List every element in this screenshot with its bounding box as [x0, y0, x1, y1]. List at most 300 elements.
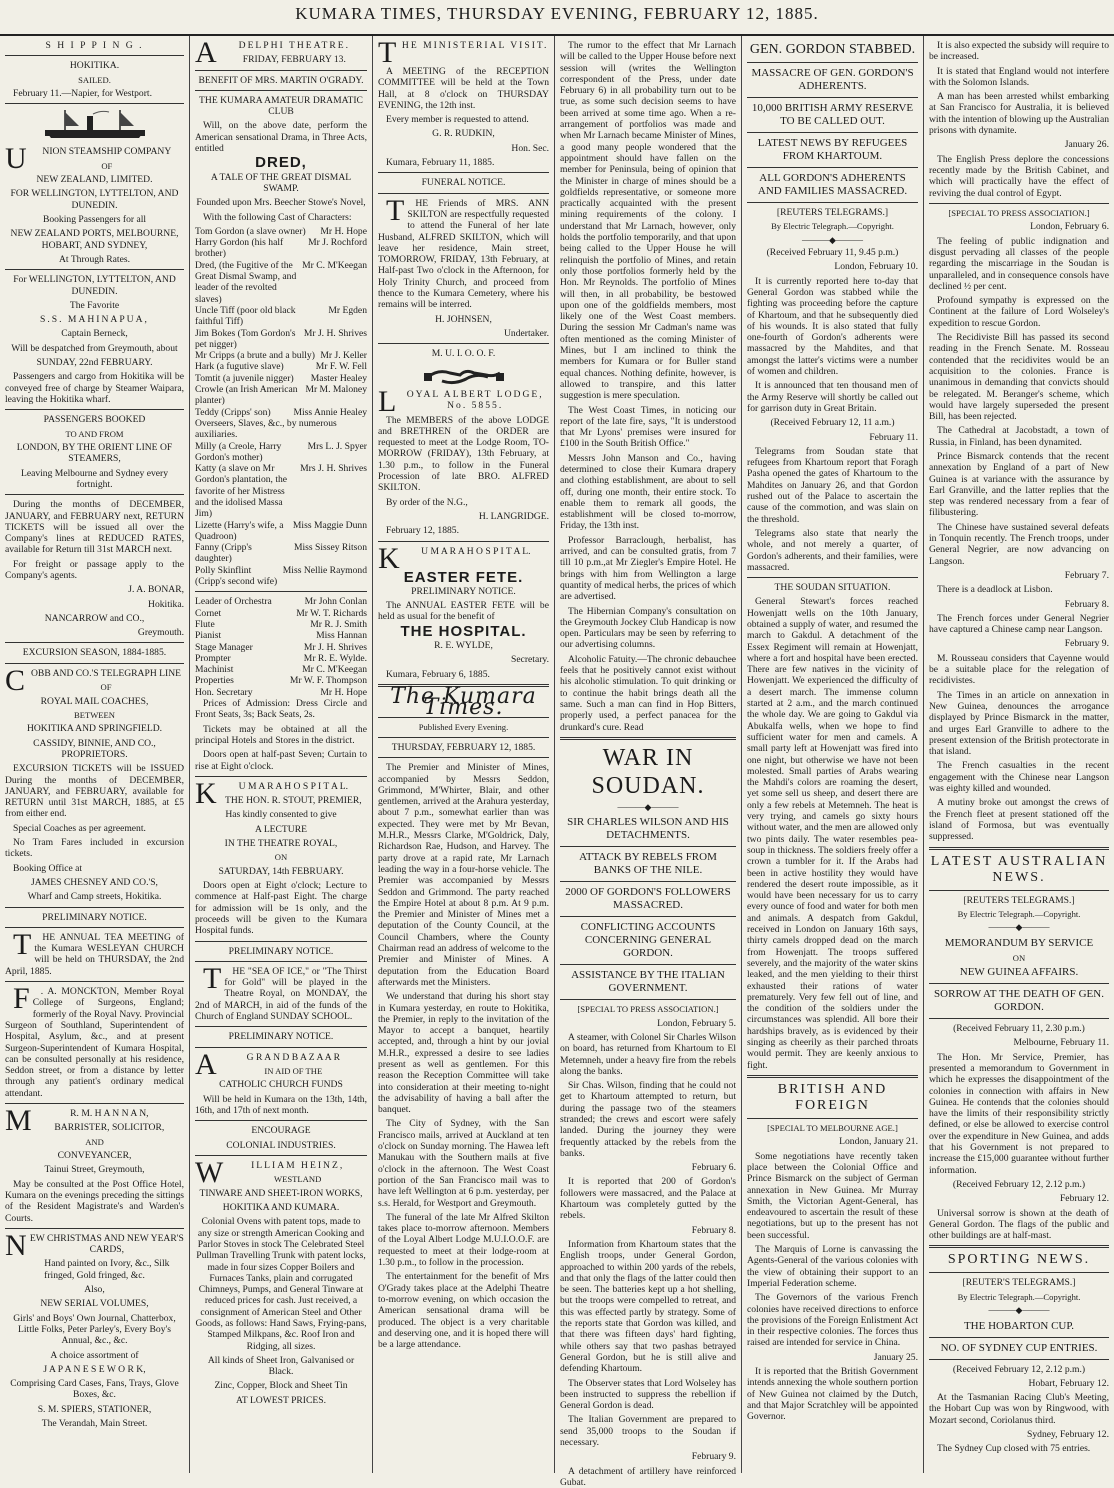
cast-row	[195, 542, 367, 565]
langridge: H. LANGRIDGE.	[478, 510, 549, 522]
news-paragraph: Alcoholic Fatuity.—The chronic debauchee feels that he positively cannot exist without his alcoholic stimulation. To quit drinking or to continue the habit brings death all the same. Such a man can find in Hop Bitters, properly used, a perfect panacea for the drunkard's cure. Read	[560, 653, 736, 733]
crew-row-actor: Mr W. F. Thompson	[289, 675, 367, 687]
published: Published Every Evening.	[418, 722, 509, 733]
news-paragraph: Information from Khartoum states that the English troops, under General Gordon, approached to within 200 yards of the rebels, and that only the flags of the latter could then be seen. The batteries kept up a hot shelling, but the troops were compelled to retreat, and this was effected partly by strategy. Some of the reports state that Gordon was killed, and that there was fifteen days' hard fighting, while others say that two pashas betrayed General Gordon, but he is still alive and defending Khartoum.	[560, 1238, 736, 1375]
news-paragraph: The Cathedral at Jacobstadt, a town of Russia, in Finland, has been dynamited.	[929, 425, 1109, 448]
sporting-heading: SPORTING NEWS.	[947, 1252, 1091, 1268]
japanese-work: J A P A N E S E W O R K,	[43, 1363, 146, 1375]
crew-row	[195, 630, 367, 641]
situation-heading: THE SOUDAN SITUATION.	[774, 582, 891, 594]
between: BETWEEN	[73, 709, 116, 720]
agent-1: J. A. BONAR,	[128, 584, 184, 596]
dropcap: A	[195, 1047, 217, 1081]
every-member: Every member is requested to attend.	[386, 114, 529, 126]
crew-row-role: Properties	[195, 675, 234, 687]
annexation-report: It is reported that the British Government intends annexing the whole southern portion of New Guinea not claimed by the Dutch, and that Major Scratchley will be appointed Governor.	[747, 1366, 918, 1423]
crew-row-role: Cornet	[195, 607, 222, 619]
news-artillery: A detachment of artillery have reinforced Gubat.	[560, 1465, 736, 1488]
reuters-label: [REUTERS TELEGRAMS.]	[963, 894, 1075, 906]
benefit: BENEFIT OF MRS. MARTIN O'GRADY.	[198, 74, 364, 86]
crew-row-actor: Mr R. E. Wylde.	[303, 652, 367, 664]
memo-ng: NEW GUINEA AFFAIRS.	[959, 966, 1079, 979]
kindly: Has kindly consented to give	[225, 809, 337, 821]
memo-on: ON	[1012, 952, 1026, 963]
preliminary-notice-2: PRELIMINARY NOTICE.	[228, 1031, 334, 1043]
adelphi-text: DELPHI THEATRE.	[238, 40, 351, 51]
crew-row-actor: Mr H. Hope	[320, 686, 367, 698]
followers-headline: 2000 OF GORDON'S FOLLOWERS MASSACRED.	[565, 886, 731, 912]
news-paragraph: Telegrams from Soudan state that refugees from Khartoum report that Foragh Pasha opened the gates of Khartoum to the Mahdites on January 26, and that Gordon rushed out of the Palace to ascertain the cause of the commotion, and was slain on the threshold.	[747, 445, 918, 525]
clasped-hands-icon	[424, 363, 504, 387]
wylde: R. E. WYLDE,	[434, 639, 493, 651]
proprietors: CASSIDY, BINNIE, AND CO., PROPRIETORS.	[33, 737, 156, 760]
hannan-and: AND	[85, 1136, 104, 1147]
cast-row-actor: Mr M. Maloney	[305, 384, 367, 396]
kumara-hospital-title	[378, 541, 549, 575]
dateline-jan-25: January 25.	[873, 1351, 918, 1363]
sailing-date: SUNDAY, 22nd FEBRUARY.	[36, 357, 153, 369]
news-body	[560, 40, 736, 733]
cast-row	[195, 463, 367, 519]
choice: A choice assortment of	[50, 1349, 139, 1361]
lisbon: There is a deadlock at Lisbon.	[937, 584, 1053, 596]
crew-row-actor: Mr J. H. Shrives	[303, 641, 367, 653]
saturday: SATURDAY, 14th FEBRUARY.	[218, 865, 344, 877]
situation-body: General Stewart's forces reached Howenjatt wells on the 10th January, obtained a supply of water, and resumed the march to Gakdul. A detachment of the Essex Regiment will remain at Howenjatt, where a fort and hospital have been erected. There are few natives in the vicinity of Howenjatt. We experienced the difficulty of a desert march. The immense column started at 2 a.m., and the march continued the whole day. We are going to Gakdul via Abukalfa wells, when we hope to find sufficient water for men and camels. A small party left at Howenjatt was fired into one night, but otherwise we have not been molested. Small parties of Arabs wearing the Mahdi's colors are roaming the desert, yet some sell us sheep, and desert there are only a few rebels at Metemneh. The heat is very trying, and camels go sixty hours without water, and the men are allowed only two pints daily. The water resembles pea-soup in thickness. The soldiers freely offer a crown a tumbler for it. If the Arabs had been in active hostility they would have rendered the desert route impossible, as it would have been necessary for us to carry every ounce of food and water for both men and animals. A despatch from Gakdul, received in London on January 16th says, thirty camels dropped dead on the march from Howenjatt. The troops suffered severely, and the majority of the water skins leaked, and the men yielding to their thirst exhausted their rations of water prematurely. Very few fell out of line, and the condition of the soldiers under the circumstances was splendid. All bore their hardships bravely, as is evidenced by their singing as cheerily as their parched throats would permit. They are keenly anxious to fight.	[747, 596, 918, 1071]
despatched: Will be despatched from Greymouth, about	[11, 342, 178, 354]
secretary: Secretary.	[511, 654, 549, 666]
cast-row-actor: Mr J. Keller	[320, 350, 367, 362]
preliminary-notice: PRELIMINARY NOTICE.	[228, 945, 334, 957]
crew-row	[195, 619, 367, 630]
preliminary-notice: PRELIMINARY NOTICE.	[42, 911, 147, 923]
funeral-text: HE Friends of MRS. ANN SKILTON are respectfully requested to attend the Funeral of her late Husband, ALFRED SKILTON, which will leave her residence, Main street, TOMORROW, FRIDAY, 13th February, at Half-past Two o'clock in the Afternoon, for Holy Trinity Church, and proceed from thence to the Kumara Cemetery, where his remains will be interred.	[378, 197, 549, 311]
preliminary-notice: PRELIMINARY NOTICE.	[411, 585, 516, 597]
rudkin: G. R. RUDKIN,	[432, 128, 495, 140]
news-paragraph: M. Rousseau considers that Cayenne would be a suitable place for the relegation of recidivistes.	[929, 652, 1109, 687]
cast-row	[195, 373, 367, 384]
xmas-text: EW CHRISTMAS AND NEW YEAR'S CARDS,	[29, 1232, 184, 1256]
cast-row	[195, 565, 367, 588]
cast-row-role: Jim Bokes (Tom Gordon's pet nigger)	[195, 327, 296, 350]
dateline-jan-21: London, January 21.	[839, 1136, 918, 1148]
bazaar-body: Will be held in Kumara on the 13th, 14th, 16th, and 17th of next month.	[195, 1093, 367, 1117]
rudkin-title: Hon. Sec.	[511, 142, 549, 154]
editorial-paragraph: The City of Sydney, with the San Francisco mails, arrived at Auckland at ten o'clock on Sunday morning. The Hawea left Manukau with the Southern mails at five o'clock in the afternoon. The West Coast portion of the San Francisco mail was to have left Wellington at 6 p.m. yesterday, per s.s. Herald, for Westport and Greymouth.	[378, 1118, 549, 1209]
stabbed-headline: GEN. GORDON STABBED.	[749, 42, 916, 57]
crew-row	[195, 653, 367, 664]
excursion-tickets: EXCURSION TICKETS will be ISSUED During the months of DECEMBER, JANUARY, and FEBRUARY, available for RETURN until 31st MARCH, 1885, at £5 from either end.	[5, 763, 184, 820]
sailed-line: February 11.—Napier, for Westport.	[13, 88, 152, 100]
cast-row	[195, 260, 367, 305]
newspaper-title: The Kumara Times.	[390, 683, 537, 721]
founded-on: Founded upon Mrs. Beecher Stowe's Novel,	[196, 197, 366, 209]
on-label: ON	[274, 852, 288, 863]
london-body	[929, 236, 1109, 567]
shipping-heading: S H I P P I N G .	[45, 40, 144, 51]
column-1	[0, 36, 190, 1473]
divider-ornament: ———◆———	[802, 234, 863, 245]
freight-note: For freight or passage apply to the Company's agents.	[5, 558, 184, 581]
crew-row	[195, 608, 367, 619]
stabbed-body	[747, 276, 918, 415]
cast-row	[195, 384, 367, 407]
lecture: A LECTURE	[255, 823, 307, 835]
agent-1-place: Hokitika.	[148, 598, 184, 610]
ministerial-visit	[378, 36, 549, 69]
reception-meeting: A MEETING of the RECEPTION COMMITTEE will be held at the Town Hall, at 8 o'clock on THURSDAY EVENING, the 12th inst.	[378, 66, 549, 111]
column-5	[742, 36, 924, 1473]
sydney-cup-heading: NO. OF SYDNEY CUP ENTRIES.	[940, 1341, 1098, 1354]
by-order: By order of the N.G.,	[386, 496, 468, 508]
sorrow-heading: SORROW AT THE DEATH OF GEN. GORDON.	[934, 988, 1104, 1014]
kumara-hospital-text: U M A R A H O S P I T A L.	[421, 545, 531, 557]
cast-row-role: Uncle Tiff (poor old black faithful Tiff)	[195, 304, 296, 328]
sailed-label: SAILED.	[78, 74, 111, 85]
cast-row-actor: Mr H. Hope	[320, 225, 367, 237]
dateline-feb-8: February 8.	[691, 1224, 736, 1236]
news-paragraph: The Times in an article on annexation in New Guinea, denounces the arrogance displayed by Prince Bismarck in the matter, and urges Earl Granville to adhere to the present extension of the British protectorate in that island.	[929, 689, 1109, 758]
dateline-feb-8: February 8.	[1064, 598, 1109, 610]
news-followers: It is reported that 200 of Gordon's followers were massacred, and the Palace at Khartoum was completely gutted by the rebels.	[560, 1176, 736, 1222]
copyright-label: By Electric Telegraph.—Copyright.	[771, 221, 894, 232]
news-paragraph: A mutiny broke out amongst the crews of the French fleet at present stationed off the island of Formosa, but was eventually suppressed.	[929, 797, 1109, 843]
column-3	[373, 36, 555, 1473]
dateline-jan-26: January 26.	[1064, 139, 1109, 151]
dropcap: K	[378, 541, 400, 575]
comprising: Comprising Card Cases, Fans, Trays, Glove Boxes, &c.	[10, 1378, 179, 1401]
received-1: (Received February 11, 2.30 p.m.)	[953, 1023, 1085, 1035]
for-wellington: FOR WELLINGTON, LYTTELTON, AND DUNEDIN.	[10, 188, 179, 211]
usco-of: OF	[101, 160, 113, 171]
cast-row	[195, 226, 367, 237]
cast-row	[195, 237, 367, 260]
passengers-note: Passengers and cargo from Hokitika will be conveyed free of charge by Steamer Waipara, leaving the Hokitika wharf.	[5, 371, 184, 405]
crew-row-actor: Mr W. T. Richards	[296, 607, 367, 619]
crew-row-actor: Mr C. M'Keegan	[302, 664, 367, 676]
crew-row	[195, 675, 367, 686]
dateline-feb-6: February 6.	[691, 1162, 736, 1174]
heinz-items: Colonial Ovens with patent tops, made to any size or strength American Cooking and Parlor Stoves in stock The Celebrated Steel Pullman Travelling Trunk with patent locks, made in four sizes Copper Boilers and Furnaces Tanks, plain and corrugated Chimneys, Pumps, and General Tinware at reduced prices for cash. Just received, a consignment of American Steel and Other Goods, as follows: Hand Saws, Frying-pans, Stamped Milkpans, &c. Roof Iron and Ridging, all sizes.	[195, 1216, 367, 1352]
copyright-label-2: By Electric Telegraph.—Copyright.	[957, 1291, 1081, 1302]
doors-lecture: Doors open at Eight o'clock; Lecture to commence at Half-past Eight. The charge for admission will be 1s only, and the proceeds will be given to the Kumara Hospital funds.	[195, 880, 367, 937]
special-coaches: Special Coaches as per agreement.	[13, 822, 146, 834]
cast-row-actor: Miss Sissey Ritson	[293, 542, 367, 554]
rudkin-date: Kumara, February 11, 1885.	[386, 157, 495, 169]
easter-fete: EASTER FETE.	[403, 568, 524, 586]
kumara-hospital-text: U M A R A H O S P I T A L.	[238, 780, 349, 792]
nz-ports: NEW ZEALAND PORTS, MELBOURNE, HOBART, AND SYDNEY,	[10, 228, 179, 251]
editorial-paragraph: The Premier and Minister of Mines, accompanied by Messrs Seddon, Grimmond, M'Whirter, Blair, and other gentlemen, arrived at the Arahura yesterday, about 7 p.m., somewhat earlier than was expected. They were met by Mr Bevan, M.H.R., Messrs Clarke, M'Goldrick, Daly, Richardson Rae, Hudson, and Harvey. The party drove at a rapid rate, Mr Larnach leading the way in a four-horse vehicle. The Premier was accompanied by Messrs Seddon and Grimmond. The party reached the Empire Hotel at about 8 p.m. At 9 p.m. the Premier and Minister of Mines met a deputation of the County Council, at the Council Chambers, where the County Chairman read an address of welcome to the Premier and Minister of Mines. A deputation from the Education Board afterwards met the Ministers.	[378, 762, 549, 988]
news-paragraph: Prince Bismarck contends that the recent annexation by England of a part of New Guinea is at variance with the assurance by Earl Granville, and the latter replies that the step was rendered necessary from a fear of filibustering.	[929, 451, 1109, 519]
attack-headline: ATTACK BY REBELS FROM BANKS OF THE NILE.	[579, 851, 717, 877]
sea-of-ice	[195, 961, 367, 1023]
received-3: (Received February 12, 2.12 p.m.)	[952, 1363, 1086, 1375]
orient-leaving: Leaving Melbourne and Sydney every fortnight.	[20, 467, 169, 490]
dateline-feb-11: February 11.	[869, 431, 918, 443]
universal-sorrow: Universal sorrow is shown at the death of General Gordon. The flags of the public and other buildings are at half-mast.	[929, 1207, 1109, 1242]
crew-row-role: Prompter	[195, 652, 231, 664]
crew-row-role: Flute	[195, 618, 215, 630]
news-paragraph: The Chinese have sustained several defeats in Tonquin recently. The French troops, under General Negrier, are now advancing on Langson.	[929, 521, 1109, 567]
cast-row-actor: Mr J. Rochford	[308, 237, 367, 249]
stout: THE HON. R. STOUT, PREMIER,	[225, 795, 362, 807]
column-6	[924, 36, 1114, 1473]
lodge-date: February 12, 1885.	[386, 525, 460, 537]
cast-row	[195, 305, 367, 328]
catholic: CATHOLIC CHURCH FUNDS	[219, 1079, 343, 1091]
telegrams-body	[747, 446, 918, 573]
dropcap: C	[5, 663, 26, 697]
dateline-feb-7: February 7.	[1064, 569, 1109, 581]
crew-row-role: Leader of Orchestra	[195, 596, 272, 608]
news-paragraph: It is stated that England would not interfere with the Solomon Islands.	[929, 65, 1109, 88]
dropcap: A	[195, 36, 219, 69]
dropcap: T	[378, 36, 399, 69]
dateline-london-6: London, February 6.	[1030, 221, 1109, 233]
cast-row-role: Overseers, Slaves, &c., by numerous auxiliaries.	[195, 417, 337, 441]
hannan-sub: BARRISTER, SOLICITOR,	[54, 1122, 165, 1134]
encourage: ENCOURAGE	[251, 1125, 311, 1137]
lowest-prices: AT LOWEST PRICES.	[236, 1394, 326, 1406]
news-paragraph: The French casualties in the recent engagement with the Chinese near Langson was eighty killed and wounded.	[929, 760, 1109, 795]
conflicting-headline: CONFLICTING ACCOUNTS CONCERNING GENERAL GORDON.	[580, 921, 716, 960]
chesney: JAMES CHESNEY AND CO.'S,	[31, 876, 158, 888]
crew-row-actor: Mr John Conlan	[304, 596, 367, 608]
cast-row-role: Katty (a slave on Mr Gordon's plantation, the favorite of her Mistress and the idolised Massa Jim)	[195, 463, 288, 520]
cast-row-actor: Mrs L. J. Spyer	[307, 440, 367, 452]
agent-2-place: Greymouth.	[137, 627, 184, 639]
cast-row-actor: Mr J. H. Shrives	[303, 327, 367, 339]
wylde-date: Kumara, February 6, 1885.	[386, 668, 490, 680]
cast-row	[195, 418, 367, 441]
cast-row	[195, 328, 367, 351]
agent-2: NANCARROW and CO.,	[44, 612, 145, 624]
hannan-body: May be consulted at the Post Office Hotel, Kumara on the evenings preceding the sittings of the Resident Magistrate's and Warden's Courts.	[5, 1178, 184, 1224]
news-paragraph: Some negotiations have recently taken place between the Colonial Office and Prince Bismarck on the subject of German annexation in New Guinea. Mr Murray Smith, the Victorian Agent-General, has endeavoured to ascertain the result of these negotiations, but up to the present has not been successful.	[747, 1150, 918, 1241]
editorial-paragraph: The funeral of the late Mr Alfred Skilton takes place to-morrow afternoon. Members of the Loyal Albert Lodge M.U.I.O.O.F. are requested to meet at their lodge-room at 1.30 p.m., to follow in the procession.	[378, 1211, 549, 1269]
bazaar-text: G R A N D B A Z A A R	[246, 1051, 340, 1063]
bazaar-aid: IN AID OF THE	[264, 1065, 323, 1076]
dropcap: F	[13, 982, 30, 1016]
news-items	[560, 1032, 736, 1159]
tea-text: HE ANNUAL TEA MEETING of the Kumara WESLEYAN CHURCH will be held on THURSDAY, the 2nd April, 1885.	[5, 931, 184, 977]
crew-row	[195, 664, 367, 675]
dropcap: T	[203, 961, 222, 995]
usco-name: NION STEAMSHIP COMPANY	[42, 146, 172, 158]
serial: NEW SERIAL VOLUMES,	[40, 1298, 149, 1310]
memo-heading: MEMORANDUM BY SERVICE	[944, 936, 1094, 949]
cast-row-actor: Miss Nellie Raymond	[282, 564, 367, 576]
cast-row-actor: Mr F. W. Fell	[315, 361, 367, 373]
will-perform: Will, on the above date, perform the American sensational Drama, in Three Acts, entitled	[195, 120, 367, 155]
favorite: The Favorite	[69, 299, 120, 311]
reserve-headline: 10,000 BRITISH ARMY RESERVE TO BE CALLED OUT.	[751, 102, 914, 127]
also: Also,	[84, 1284, 105, 1296]
dateline-london-5: London, February 5.	[657, 1017, 736, 1029]
sea-text: HE "SEA OF ICE," or "The Thirst for Gold" will be played in the Theatre Royal, on MONDAY, the 2nd of MARCH, in aid of the funds of the Church of England SUNDAY SCHOOL.	[195, 965, 367, 1023]
steamship-icon	[35, 108, 155, 142]
foreign-cont	[929, 40, 1109, 136]
booking-office: Booking Office at	[13, 862, 83, 874]
news-paragraph: The Italian Government are prepared to send 35,000 troops to the Soudan if necessary.	[560, 1414, 736, 1448]
feb9-body	[929, 653, 1109, 843]
cast-row-role: Milly (a Creole, Harry Gordon's mother)	[195, 440, 282, 463]
foreign-body	[747, 1151, 918, 1349]
spiers: S. M. SPIERS, STATIONER,	[37, 1403, 152, 1415]
hobarton-heading: THE HOBARTON CUP.	[963, 1319, 1075, 1332]
cast-row-role: Teddy (Cripps' son)	[195, 406, 271, 418]
divider-ornament: ———◆———	[988, 1305, 1050, 1316]
wilson-headline: SIR CHARLES WILSON AND HIS DETACHMENTS.	[567, 816, 729, 842]
divider-ornament: ———◆———	[617, 801, 679, 812]
cast-row-actor: Master Healey	[310, 372, 367, 384]
hobart-cup-result: At the Tasmanian Racing Club's Meeting, the Hobart Cup was won by Ringwood, with Mozart second, Coriolanus third.	[929, 1392, 1109, 1426]
massacre-headline: MASSACRE OF GEN. GORDON'S ADHERENTS.	[751, 67, 914, 92]
special-melbourne: [SPECIAL TO MELBOURNE AGE.]	[767, 1122, 898, 1133]
editorial-body	[378, 762, 549, 1350]
friday-date: FRIDAY, FEBRUARY 13.	[242, 54, 346, 66]
prices: Prices of Admission: Dress Circle and Front Seats, 3s; Back Seats, 2s.	[195, 698, 367, 721]
no-tram: No Tram Fares included in excursion tickets.	[5, 837, 184, 860]
verandah: The Verandah, Main Street.	[41, 1418, 148, 1430]
news-paragraph: Sir Chas. Wilson, finding that he could not get to Khartoum attempted to return, but during the passage two of the steamers stranded; the crews and escort were safely landed. During the journey they were frequently attacked by the rebels from the banks.	[560, 1080, 736, 1159]
tickets: Tickets may be obtained at all the principal Hotels and Stores in the district.	[195, 723, 367, 746]
dropcap: N	[5, 1228, 27, 1262]
assistance-headline: ASSISTANCE BY THE ITALIAN GOVERNMENT.	[571, 969, 725, 995]
tainui: Tainui Street, Greymouth,	[44, 1164, 145, 1176]
cast-row	[195, 441, 367, 464]
cast-row	[195, 520, 367, 543]
visit-text: HE MINISTERIAL VISIT.	[401, 40, 549, 51]
editorial-paragraph: We understand that during his short stay in Kumara yesterday, en route to Hokitika, the Premier, in reply to the invitation of the Mayor to accept a banquet, heartily accepted, and, through a hint by our jovial M.H.R., expressed a desire to see ladies present as well as gentlemen. For this reason the Reception Committee will take into consideration at their meeting to-night the advisability of having a ball after the banquet.	[378, 991, 549, 1116]
through-rates: At Through Rates.	[59, 253, 130, 265]
lodge-text: OYAL ALBERT LODGE, No. 5855.	[406, 388, 544, 411]
orient-line: LONDON, BY THE ORIENT LINE OF STEAMERS,	[16, 442, 173, 465]
all-gordon-headline: ALL GORDON'S ADHERENTS AND FAMILIES MASSACRED.	[757, 172, 908, 197]
crew-row	[195, 642, 367, 653]
received-2: (Received February 12, 2.12 p.m.)	[952, 1178, 1086, 1190]
booking-line: Booking Passengers for all	[42, 214, 147, 226]
xmas-title	[5, 1228, 184, 1262]
cobb-name: OBB AND CO.'S TELEGRAPH LINE	[31, 667, 181, 679]
news-paragraph: Profound sympathy is expressed on the Continent at the failure of Lord Wolseley's expedition to rescue Gordon.	[929, 295, 1109, 329]
cast-row	[195, 361, 367, 372]
cast-row	[195, 407, 367, 418]
sydney-cup-entries: The Sydney Cup closed with 75 entries.	[937, 1443, 1091, 1455]
special-press: [SPECIAL TO PRESS ASSOCIATION.]	[948, 207, 1090, 218]
johnsen: H. JOHNSEN,	[435, 313, 492, 325]
news-paragraph: It is announced that ten thousand men of the Army Reserve will shortly be called out for garrison duty in Great Britain.	[747, 380, 918, 414]
cast-row-actor: Mr Egden	[328, 304, 367, 316]
crew-row	[195, 596, 367, 607]
dual-control: The English Press deplore the concessions recently made by the British Cabinet, and which will practically have the effect of reviving the dual control of Egypt.	[929, 153, 1109, 199]
latest-australian-heading: LATEST AUSTRALIAN NEWS.	[930, 853, 1108, 885]
sheet-iron: All kinds of Sheet Iron, Galvanised or Black.	[207, 1354, 355, 1378]
dropcap: T	[13, 927, 32, 961]
received-2: (Received February 12, 11 a.m.)	[770, 417, 895, 429]
special-press: [SPECIAL TO PRESS ASSOCIATION.]	[577, 1004, 719, 1015]
cast-row-role: Mr Cripps (a brute and a bully)	[195, 350, 315, 362]
theatre-royal: IN THE THEATRE ROYAL,	[224, 838, 338, 849]
ship-name: S.S. MAHINAPUA,	[40, 314, 149, 326]
lodge-body: The MEMBERS of the above LODGE and BRETHREN of the ORDER are requested to meet at the Lodge Room, TO-MORROW (FRIDAY), 13th February, at 1.30 p.m., to follow in the Funeral Procession of late BRO. ALFRED SKILTON.	[378, 414, 549, 494]
cobb-of: OF	[100, 682, 112, 693]
dropcap: U	[5, 142, 27, 176]
dropcap: K	[195, 776, 217, 810]
monckton-ad	[5, 982, 184, 1099]
cast-intro: With the following Cast of Characters:	[203, 211, 352, 223]
girls-boys: Girls' and Boys' Own Journal, Chatterbox, Little Folks, Peter Parley's, Every Boy's Annual, &c., &c.	[13, 1312, 176, 1347]
copyright-label: By Electric Telegraph.—Copyright.	[957, 908, 1081, 919]
news-paragraph: The Recidiviste Bill has passed its second reading in the French Senate. M. Rosseau contended that the recidivites would be an acquisition to the colonies. France is unanimous in demanding that convicts should be relegated. M. Beranger's scheme, which would have largely superseded the present Bill, has been rejected.	[929, 332, 1109, 423]
news-paragraph: It is currently reported here to-day that General Gordon was stabbed while the fighting was proceeding before the capture of Khartoum, and that he subsequently died of his wounds. It is also stated that fully one-fourth of Gordon's adherents were massacred by the Mahdites, and that amongst the latter's victims were a number of women and children.	[747, 275, 918, 378]
passengers-booked: PASSENGERS BOOKED	[43, 414, 146, 426]
news-paragraph: The West Coast Times, in noticing our report of the late fire, says, "It is understood that Mr Lyons' premises were insured for £100 in the South British Office."	[560, 404, 736, 450]
crew-row-role: Stage Manager	[195, 641, 253, 653]
hannan-conv: CONVEYANCER,	[57, 1150, 132, 1162]
cast-row-role: Lizette (Harry's wife, a Quadroon)	[195, 519, 284, 542]
dropcap: W	[195, 1155, 226, 1189]
muioof: M. U. I. O. O. F.	[431, 348, 496, 360]
funeral-body	[378, 193, 549, 311]
cast-row-role: Polly Skinflint (Cripp's second wife)	[195, 564, 278, 588]
crew-row-actor: Mr R. J. Smith	[310, 618, 367, 630]
monckton-text: . A. MONCKTON, Member Royal College of Surgeons, England; formerly of the Royal Navy. Provincial Surgeon of Southland, Superintendent of Hospital, Asylum, &c., and at present Surgeon-Superintendent of Kumara Hospital, can be consulted personally at his residence, Seddon street, or from a distance by letter through any patient's ordinary medical attendant.	[5, 986, 184, 1099]
undertaker: Undertaker.	[503, 327, 549, 339]
crew-row-actor: Miss Hannan	[316, 630, 367, 642]
crew-row-role: Hon. Secretary	[195, 686, 253, 698]
news-paragraph: The Governors of the various French colonies have received directions to enforce the provisions of the Foreign Enlistment Act in their respective colonies. The forces thus raised are intended for service in China.	[747, 1292, 918, 1349]
divider-ornament: ———◆———	[988, 922, 1050, 933]
cast-list	[195, 226, 367, 588]
news-paragraph: The Marquis of Lorne is canvassing the Agents-General of the various colonies with the view of obtaining their support to an Imperial Federation scheme.	[747, 1244, 918, 1289]
received-1: (Received February 11, 9.45 p.m.)	[766, 247, 899, 259]
cast-row-actor: Mrs J. H. Shrives	[300, 463, 367, 475]
news-paragraph: It is also expected the subsidy will require to be increased.	[929, 40, 1109, 63]
usco-sub: NEW ZEALAND, LIMITED.	[36, 174, 153, 186]
dred-title: DRED,	[255, 154, 307, 172]
news-paragraph: Messrs John Manson and Co., having determined to close their Kumara drapery and clothing establishment, are about to sell off, during one month, their entire stock. To enable them to remark all goods, the establishment will be closed to-morrow, Friday, the 13th inst.	[560, 452, 736, 532]
cast-row-role: Fanny (Cripp's daughter)	[195, 542, 252, 565]
cast-row-role: Dred, (the Fugitive of the Great Dismal Swamp, and leader of the revolted slaves)	[195, 259, 297, 305]
annual-fete: The ANNUAL EASTER FETE will be held as usual for the benefit of	[378, 600, 549, 623]
dateline-feb-12: February 12.	[1059, 1193, 1109, 1205]
news-paragraph: A man has been arrested whilst embarking at San Francisco for Australia, it is believed with the intention of blowing up the Australian prisons with dynamite.	[929, 91, 1109, 137]
langson: The French forces under General Negrier have captured a Chinese camp near Langson.	[929, 612, 1109, 636]
colonial: COLONIAL INDUSTRIES.	[226, 1139, 336, 1151]
british-foreign-heading: BRITISH AND FOREIGN	[777, 1081, 888, 1113]
hok-kum: HOKITIKA AND KUMARA.	[222, 1202, 340, 1214]
heinz-text: ILLIAM HEINZ,	[251, 1159, 345, 1171]
crew-row-role: Machinist	[195, 664, 234, 676]
cast-row-role: Tom Gordon (a slave owner)	[195, 225, 306, 237]
column-2	[190, 36, 373, 1473]
editorial-paragraph: The entertainment for the benefit of Mrs O'Grady takes place at the Adelphi Theatre to-morrow evening, on which occasion the American sensational drama will be produced. The object is a very charitable and deserving one, and it is hoped there will be a large attendance.	[378, 1271, 549, 1351]
news-paragraph: The feeling of public indignation and disgust pervading all classes of the people regarding the miscarriage in the Soudan is unparalleled, and in consequence consols have declined ½ per cent.	[929, 235, 1109, 292]
reuters-label-2: [REUTER'S TELEGRAMS.]	[962, 1277, 1076, 1289]
news-paragraph: A steamer, with Colonel Sir Charles Wilson on board, has returned from Khartoum to El Metemneh, under a heavy fire from the rebels along the banks.	[560, 1031, 736, 1077]
latest-headline: LATEST NEWS BY REFUGEES FROM KHARTOUM.	[757, 137, 908, 162]
cast-row-actor: Mr C. M'Keegan	[302, 259, 367, 271]
cast-row-role: Crowle (an Irish American planter)	[195, 384, 298, 407]
cast-row-role: Hark (a fugutive slave)	[195, 361, 284, 373]
lodge-title	[378, 384, 549, 418]
for-wellington-2: For WELLINGTON, LYTTELTON, AND DUNEDIN.	[13, 274, 176, 297]
dismal-swamp: A TALE OF THE GREAT DISMAL SWAMP.	[210, 171, 352, 194]
service-memo: The Hon. Mr Service, Premier, has presented a memorandum to Government in which he expresses the disappointment of the colonies in connection with affairs in New Guinea. He contends that the colonies should have the limits of their responsibility strictly defined, or else be allowed to exercise control over the expenditure in New Guinea, and adds that his Government is not prepared to increase the £15,000 guarantee without further information.	[929, 1051, 1109, 1176]
dateline-hobart-12: Hobart, February 12.	[1028, 1377, 1109, 1389]
